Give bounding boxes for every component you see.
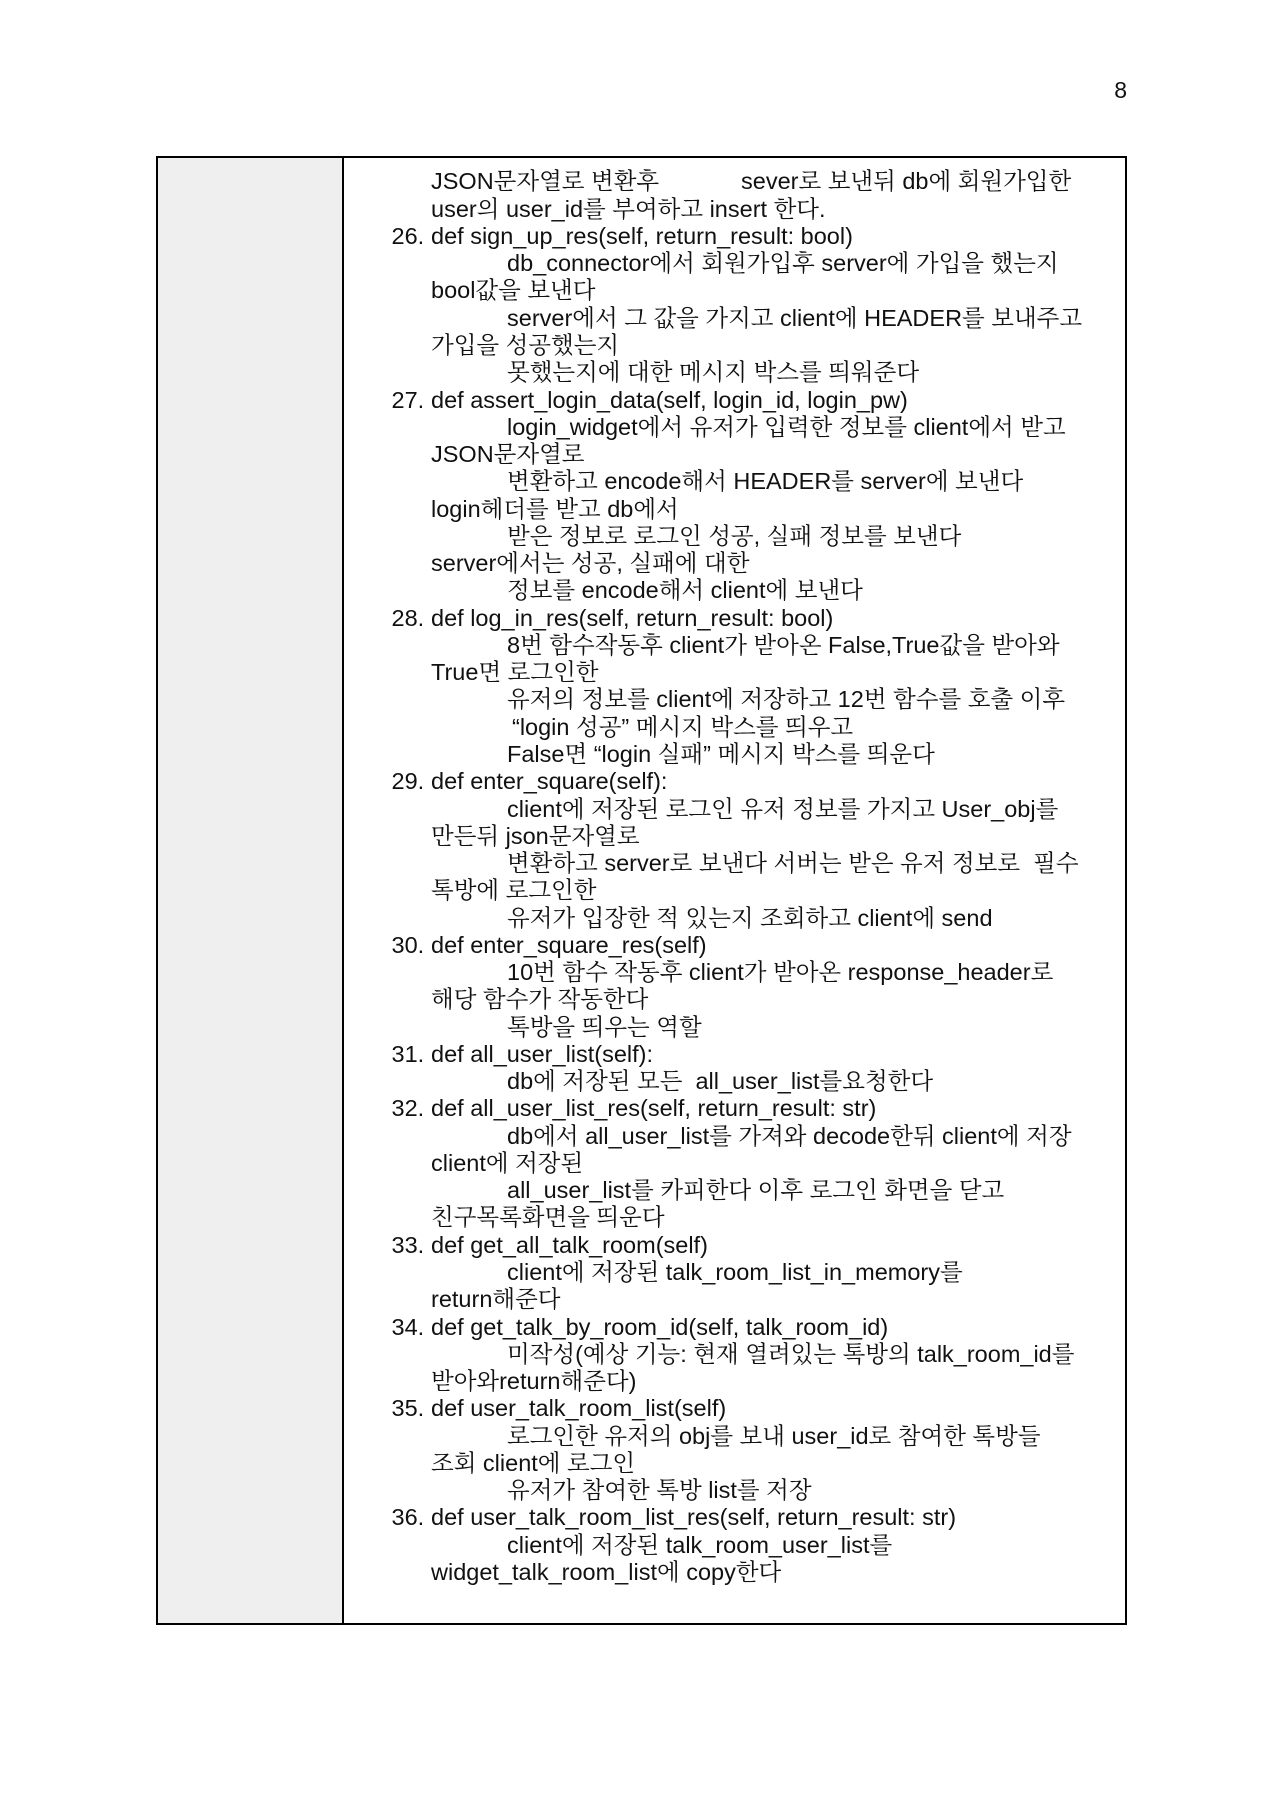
function-signature: def assert_login_data(self, login_id, login_pw): [431, 386, 908, 413]
page-number: 8: [1114, 77, 1127, 103]
function-item-27: [344, 387, 1125, 605]
function-heading: [344, 1232, 1125, 1259]
description-text: JSON문자열로 변환후: [431, 168, 660, 195]
function-signature: def enter_square(self):: [431, 768, 668, 795]
function-item-26: [344, 223, 1125, 387]
description-line: db에 저장된 모든 all_user_list를요청한다: [507, 1068, 934, 1095]
function-signature: def log_in_res(self, return_result: bool): [431, 604, 834, 631]
item-number: 30.: [391, 931, 425, 958]
function-item-30: [344, 932, 1125, 1041]
description-line: 조회 client에 로그인: [431, 1449, 636, 1476]
item-number: 26.: [391, 222, 425, 249]
table-right-cell: [344, 158, 1125, 1623]
function-heading: [344, 768, 1125, 795]
description-line: 정보를 encode해서 client에 보낸다: [507, 577, 863, 604]
function-signature: def enter_square_res(self): [431, 931, 707, 958]
function-heading: [344, 1314, 1125, 1341]
item-number: 36.: [391, 1504, 425, 1531]
description-line: widget_talk_room_list에 copy한다: [431, 1558, 782, 1585]
function-heading: [344, 605, 1125, 632]
description-line: login_widget에서 유저가 입력한 정보를 client에서 받고: [507, 413, 1066, 440]
function-item-33: [344, 1232, 1125, 1314]
description-line: client에 저장된 talk_room_list_in_memory를: [507, 1259, 963, 1286]
function-signature: def all_user_list(self):: [431, 1040, 654, 1067]
item-number: 33.: [391, 1231, 425, 1258]
description-line: bool값을 보낸다: [431, 277, 596, 304]
function-heading: [344, 1504, 1125, 1531]
description-line: JSON문자열로: [431, 441, 585, 468]
item-number: 28.: [391, 604, 425, 631]
description-line: server에서는 성공, 실패에 대한: [431, 550, 750, 577]
description-line: [344, 168, 1125, 195]
description-line: client에 저장된: [431, 1149, 584, 1176]
description-line: user의 user_id를 부여하고 insert 한다.: [431, 195, 826, 222]
description-line: “login 성공” 메시지 박스를 띄우고: [512, 713, 854, 740]
description-line: 가입을 성공했는지: [431, 331, 620, 358]
description-line: 유저가 입장한 적 있는지 조회하고 client에 send: [507, 904, 993, 931]
description-line: 톡방을 띄우는 역할: [507, 1013, 702, 1040]
description-line: True면 로그인한: [431, 659, 599, 686]
function-item-35: [344, 1395, 1125, 1504]
description-line: server에서 그 값을 가지고 client에 HEADER를 보내주고: [507, 304, 1083, 331]
function-signature: def user_talk_room_list_res(self, return_result: str): [431, 1504, 957, 1531]
function-item-36: [344, 1504, 1125, 1586]
table-left-column: [158, 158, 344, 1623]
description-line: 만든뒤 json문자열로: [431, 822, 640, 849]
description-line: db에서 all_user_list를 가져와 decode한뒤 client에 저장: [507, 1122, 1072, 1149]
description-line: 톡방에 로그인한: [431, 877, 597, 904]
item-number: 34.: [391, 1313, 425, 1340]
description-line: 유저가 참여한 톡방 list를 저장: [507, 1477, 812, 1504]
function-heading: [344, 1041, 1125, 1068]
function-item-34: [344, 1314, 1125, 1396]
description-line: 8번 함수작동후 client가 받아온 False,True값을 받아와: [507, 631, 1060, 658]
description-line: 변환하고 server로 보낸다 서버는 받은 유저 정보로 필수: [507, 850, 1079, 877]
function-signature: def get_talk_by_room_id(self, talk_room_id): [431, 1313, 889, 1340]
function-signature: def all_user_list_res(self, return_result: str): [431, 1095, 877, 1122]
description-line: client에 저장된 로그인 유저 정보를 가지고 User_obj를: [507, 795, 1059, 822]
function-item-31: [344, 1041, 1125, 1096]
function-signature: def get_all_talk_room(self): [431, 1231, 708, 1258]
function-heading: [344, 932, 1125, 959]
item-number: 31.: [391, 1040, 425, 1067]
description-line: 받아와return해준다): [431, 1368, 637, 1395]
function-signature: def user_talk_room_list(self): [431, 1395, 727, 1422]
description-line: return해준다: [431, 1286, 561, 1313]
content-table: [156, 156, 1127, 1625]
description-line: False면 “login 실패” 메시지 박스를 띄운다: [507, 740, 935, 767]
description-line: client에 저장된 talk_room_user_list를: [507, 1531, 893, 1558]
description-line: 미작성(예상 기능: 현재 열려있는 톡방의 talk_room_id를: [507, 1340, 1075, 1367]
item-number: 32.: [391, 1095, 425, 1122]
function-heading: [344, 387, 1125, 414]
description-line: db_connector에서 회원가입후 server에 가입을 했는지: [507, 250, 1059, 277]
description-line: 10번 함수 작동후 client가 받아온 response_header로: [507, 959, 1054, 986]
function-heading: [344, 1395, 1125, 1422]
function-item-29: [344, 768, 1125, 932]
description-line: 로그인한 유저의 obj를 보내 user_id로 참여한 톡방들: [507, 1422, 1041, 1449]
function-heading: [344, 223, 1125, 250]
item-number: 29.: [391, 768, 425, 795]
function-item-28: [344, 605, 1125, 769]
item-number: 35.: [391, 1395, 425, 1422]
description-line: 해당 함수가 작동한다: [431, 986, 649, 1013]
description-line: 친구목록화면을 띄운다: [431, 1204, 665, 1231]
description-line: 못했는지에 대한 메시지 박스를 띄워준다: [507, 359, 920, 386]
function-item-32: [344, 1095, 1125, 1231]
description-line: login헤더를 받고 db에서: [431, 495, 679, 522]
description-line: all_user_list를 카피한다 이후 로그인 화면을 닫고: [507, 1177, 1005, 1204]
function-heading: [344, 1095, 1125, 1122]
description-line: 변환하고 encode해서 HEADER를 server에 보낸다: [507, 468, 1024, 495]
description-line: 받은 정보로 로그인 성공, 실패 정보를 보낸다: [507, 522, 962, 549]
description-text: sever로 보낸뒤 db에 회원가입한: [741, 168, 1072, 195]
function-signature: def sign_up_res(self, return_result: bool): [431, 222, 853, 249]
item-number: 27.: [391, 386, 425, 413]
description-line: 유저의 정보를 client에 저장하고 12번 함수를 호출 이후: [507, 686, 1066, 713]
